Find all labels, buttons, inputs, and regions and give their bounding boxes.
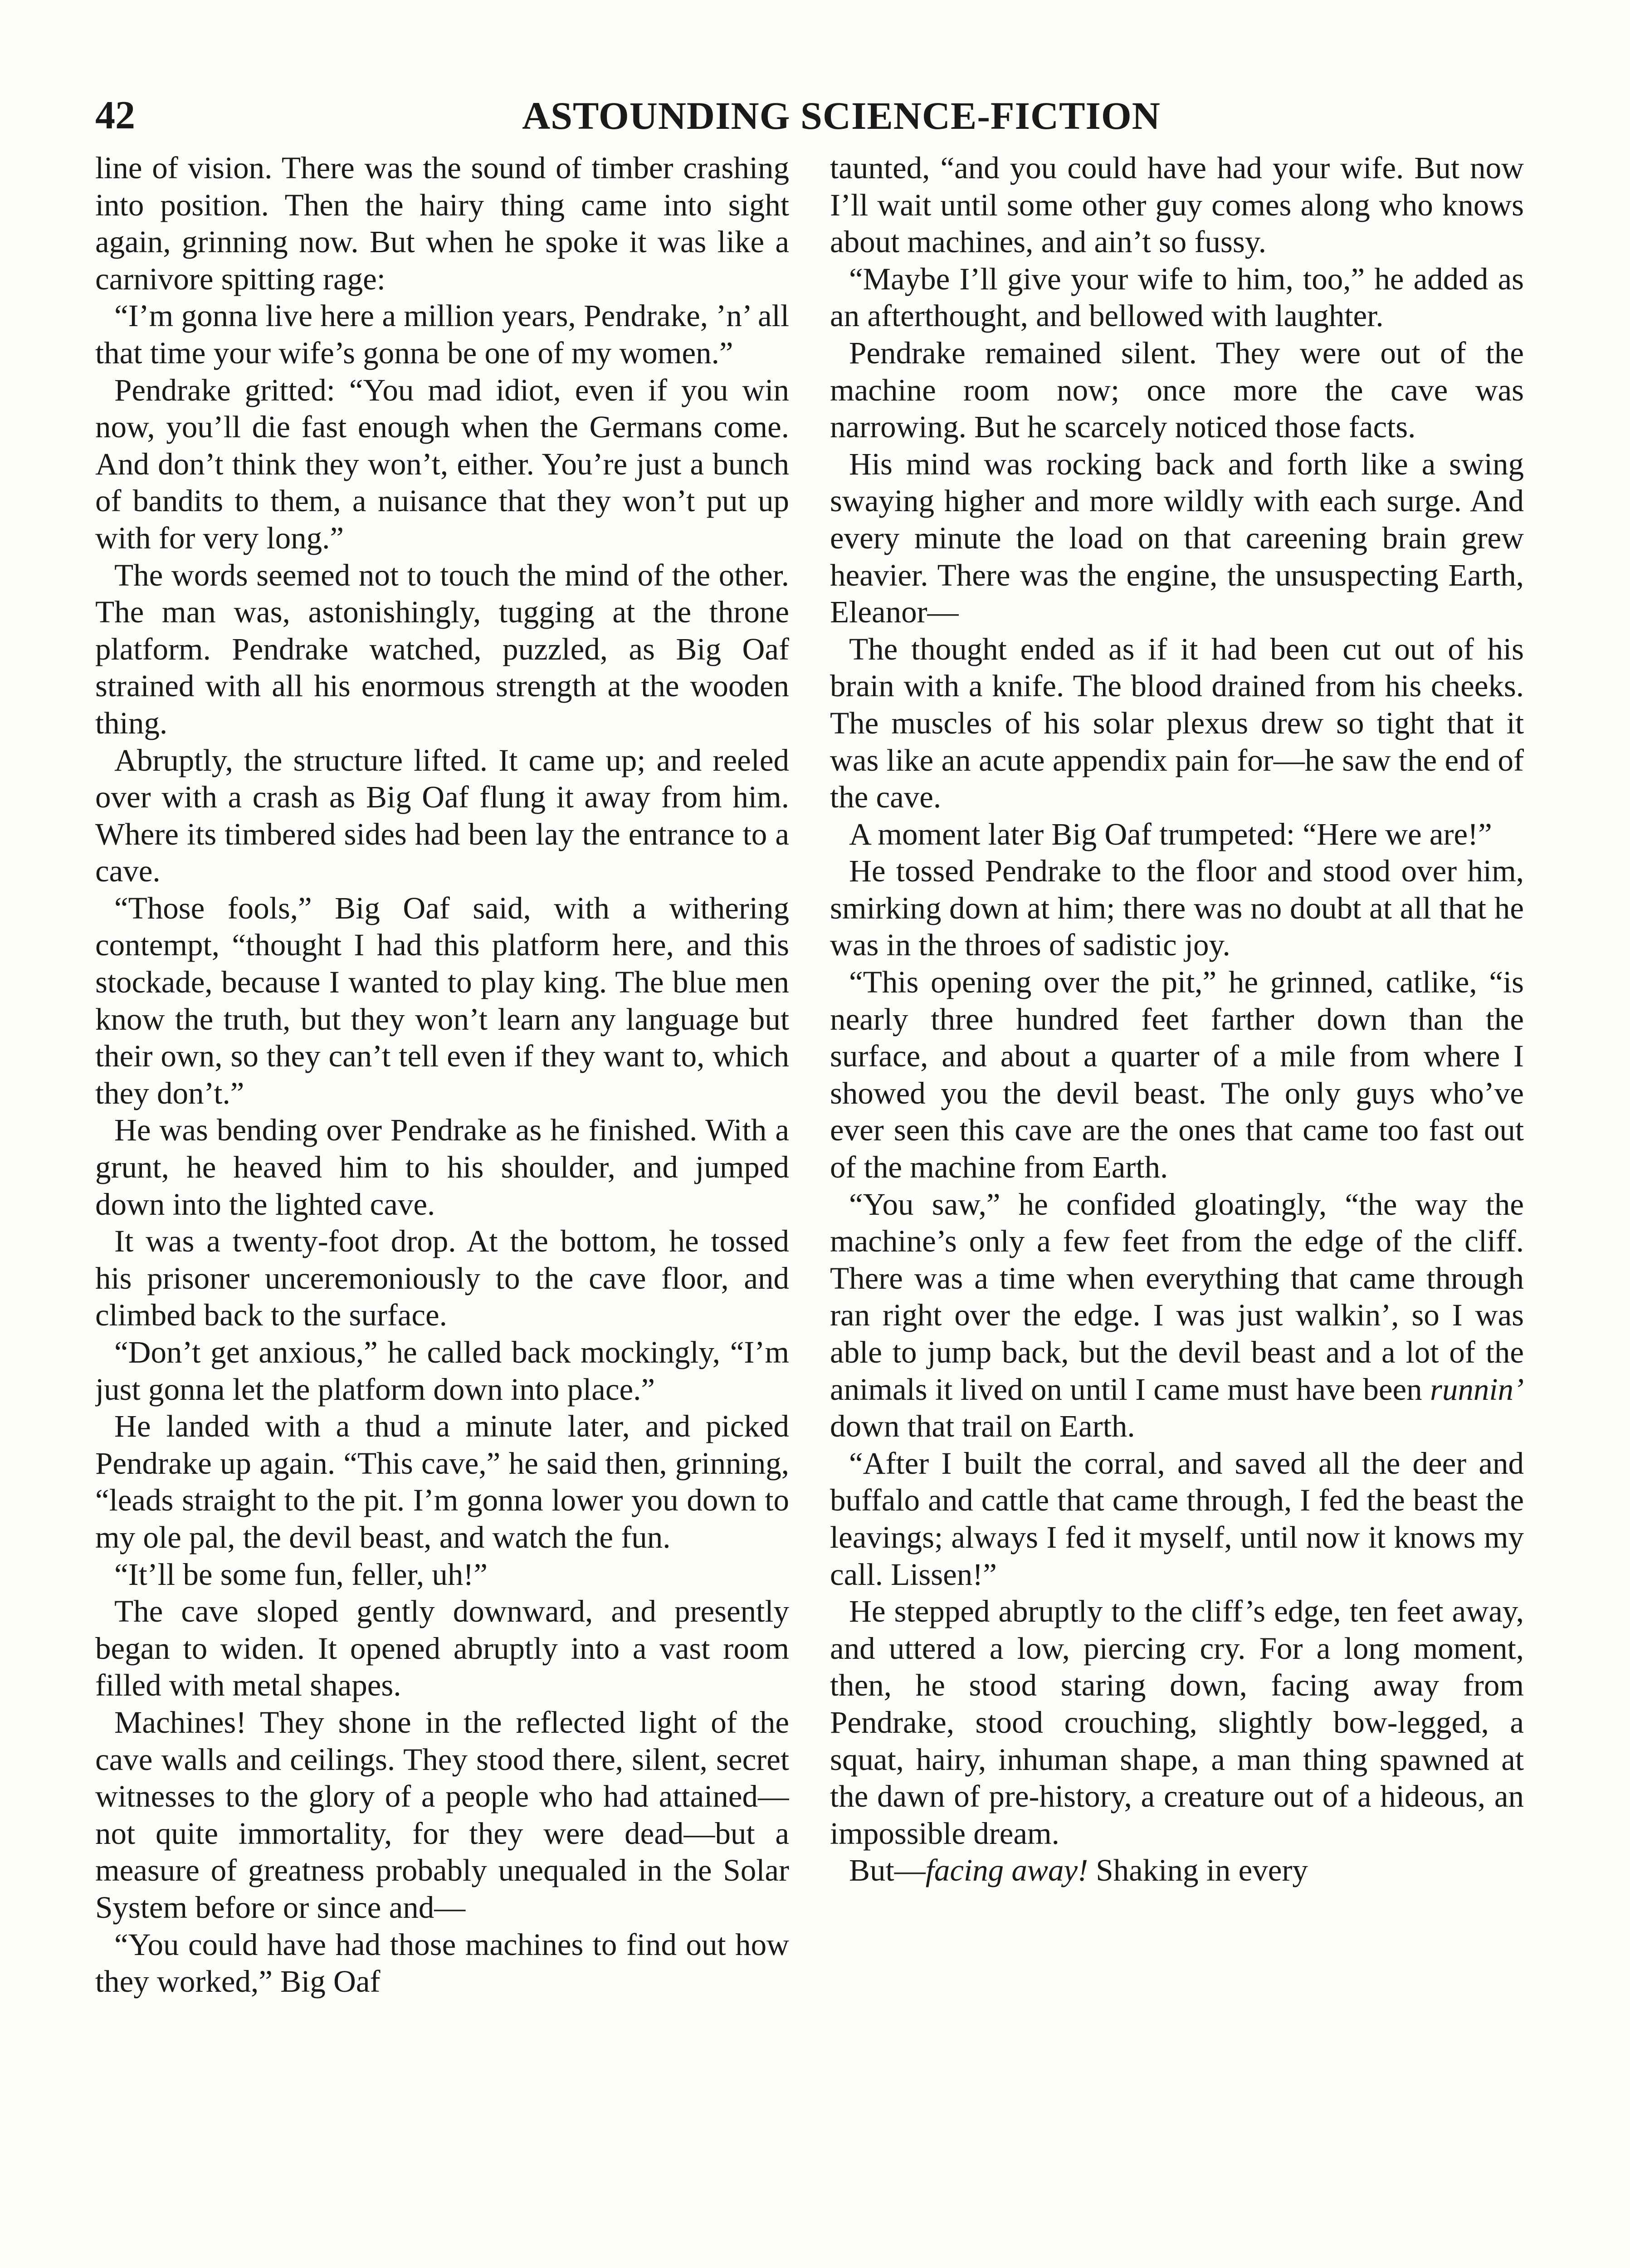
paragraph: “Those fools,” Big Oaf said, with a withering contempt, “thought I had this platform here, and this stockade, because I wanted to play king. The blue men know the truth, but they won’t learn any language but their own, so they can’t tell even if they want to, which they don’t.”	[95, 890, 789, 1110]
paragraph: Pendrake gritted: “You mad idiot, even if you win now, you’ll die fast enough when the Germans come. And don’t think they won’t, either. You’re just a bunch of bandits to them, a nuisance that they won’t put up with for very long.”	[95, 372, 789, 555]
paragraph: Pendrake remained silent. They were out of the machine room now; once more the cave was narrowing. But he scarcely noticed those facts.	[830, 335, 1524, 445]
left-column	[95, 150, 789, 2268]
paragraph: He landed with a thud a minute later, and picked Pendrake up again. “This cave,” he said then, grinning, “leads straight to the pit. I’m gonna lower you down to my ole pal, the devil beast, and watch the fun.	[95, 1409, 789, 1554]
right-column	[830, 150, 1524, 2268]
paragraph: He tossed Pendrake to the floor and stood over him, smirking down at him; there was no doubt at all that he was in the throes of sadistic joy.	[830, 854, 1524, 963]
page-header	[95, 86, 1524, 145]
text-columns	[95, 150, 1524, 2268]
paragraph-text: But—	[849, 1853, 926, 1888]
paragraph: He was bending over Pendrake as he finished. With a grunt, he heaved him to his shoulder, and jumped down into the lighted cave.	[95, 1113, 789, 1222]
italic-text: facing away!	[925, 1853, 1088, 1888]
paragraph: “This opening over the pit,” he grinned, catlike, “is nearly three hundred feet farther down than the surface, and about a quarter of a mile from where I showed you the devil beast. The only guys who’ve ever seen this cave are the ones that came too fast out of the machine from Earth.	[830, 965, 1524, 1185]
paragraph: He stepped abruptly to the cliff’s edge, ten feet away, and uttered a low, piercing cry. For a long moment, then, he stood staring down, facing away from Pendrake, stood crouching, slightly bow-legged, a squat, hairy, inhuman shape, a man thing spawned at the dawn of pre-history, a creature out of a hideous, an impossible dream.	[830, 1594, 1524, 1851]
paragraph-text: down that trail on Earth.	[830, 1409, 1135, 1444]
paragraph: The words seemed not to touch the mind of the other. The man was, astonishingly, tugging at the throne platform. Pendrake watched, puzzled, as Big Oaf strained with all his enormous strength at the wooden thing.	[95, 557, 789, 740]
paragraph-text: Shaking in every	[1088, 1853, 1308, 1888]
paragraph: taunted, “and you could have had your wife. But now I’ll wait until some other guy comes along who knows about machines, and ain’t so fussy.	[830, 151, 1524, 259]
paragraph	[830, 1852, 1524, 1889]
paragraph: “Don’t get anxious,” he called back mockingly, “I’m just gonna let the platform down into place.”	[95, 1335, 789, 1407]
italic-text: runnin’	[1430, 1372, 1524, 1407]
paragraph-text: “You saw,” he confided gloatingly, “the way the machine’s only a few feet from the edge of the cliff. There was a time when everything that came through ran right over the edge. I was just walkin’, so I was able to jump back, but the devil beast and a lot of the animals it lived on until I came must have been	[830, 1187, 1524, 1407]
page-number: 42	[95, 93, 135, 137]
paragraph: Machines! They shone in the reflected light of the cave walls and ceilings. They stood there, silent, secret witnesses to the glory of a people who had attained—not quite immortality, for they were dead—but a measure of greatness probably unequaled in the Solar System before or since and—	[95, 1705, 789, 1925]
paragraph: The cave sloped gently downward, and presently began to widen. It opened abruptly into a vast room filled with metal shapes.	[95, 1594, 789, 1703]
paragraph: “You could have had those machines to find out how they worked,” Big Oaf	[95, 1927, 789, 1999]
paragraph: A moment later Big Oaf trumpeted: “Here we are!”	[849, 816, 1492, 851]
paragraph: The thought ended as if it had been cut out of his brain with a knife. The blood drained from his cheeks. The muscles of his solar plexus drew so tight that it was like an acute appendix pain for—he saw the end of the cave.	[830, 631, 1524, 815]
paragraph: “It’ll be some fun, feller, uh!”	[114, 1557, 488, 1592]
paragraph: It was a twenty-foot drop. At the bottom, he tossed his prisoner unceremoniously to the cave floor, and climbed back to the surface.	[95, 1224, 789, 1333]
paragraph: Abruptly, the structure lifted. It came up; and reeled over with a crash as Big Oaf flung it away from him. Where its timbered sides had been lay the entrance to a cave.	[95, 743, 789, 889]
paragraph: “Maybe I’ll give your wife to him, too,” he added as an afterthought, and bellowed with laughter.	[830, 261, 1524, 333]
paragraph: “After I built the corral, and saved all the deer and buffalo and cattle that came through, I fed the beast the leavings; always I fed it myself, until now it knows my call. Lissen!”	[830, 1446, 1524, 1592]
paragraph: His mind was rocking back and forth like a swing swaying higher and more wildly with each surge. And every minute the load on that careening brain grew heavier. There was the engine, the unsuspecting Earth, Eleanor—	[830, 446, 1524, 630]
paragraph: “I’m gonna live here a million years, Pendrake, ’n’ all that time your wife’s gonna be one of my women.”	[95, 298, 789, 370]
paragraph: line of vision. There was the sound of timber crashing into position. Then the hairy thing came into sight again, grinning now. But when he spoke it was like a carnivore spitting rage:	[95, 151, 789, 296]
paragraph	[830, 1186, 1524, 1445]
running-head: ASTOUNDING SCIENCE-FICTION	[522, 94, 1161, 137]
